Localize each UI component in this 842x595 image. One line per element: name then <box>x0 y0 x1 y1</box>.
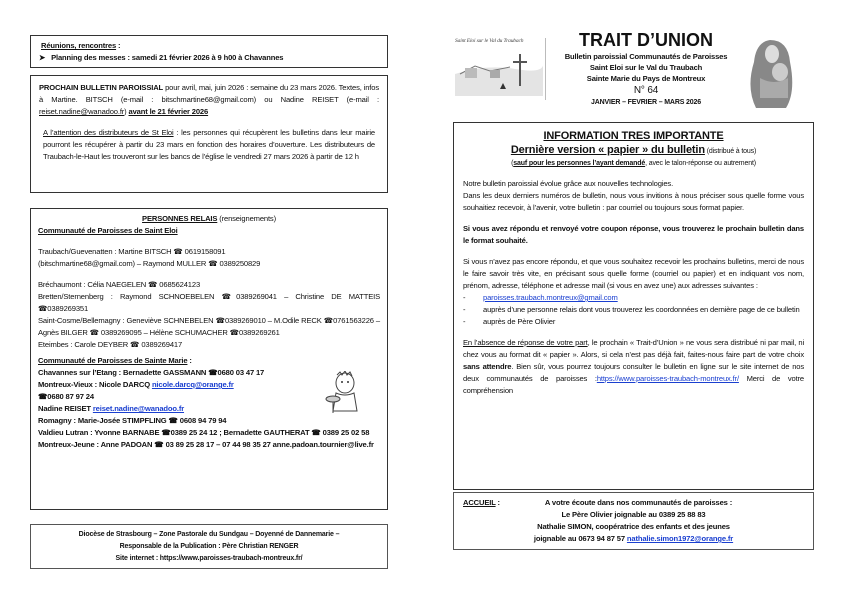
bullet-arrow-icon: ➤ <box>39 53 48 62</box>
relais-valdieu: Valdieu Lutran : Yvonne BARNABE ☎0389 25 24 12 ; Bernadette GAUTHERAT ☎ 0389 25 02 58 <box>38 428 370 437</box>
info-list-item: - auprès d’une personne relais dont vous trouverez les coordonnées en dernière page de ce bulletin <box>463 305 800 314</box>
info-subtitle-note: (distribué à tous) <box>704 148 757 155</box>
distributeurs-note <box>39 127 379 163</box>
parish-logo <box>455 38 546 100</box>
info-list-item: - auprès de Père Olivier <box>463 317 556 326</box>
relais-eloi-line: Traubach/Guevenatten : Martine BITSCH ☎ 0619158091 <box>38 247 226 256</box>
issue-number: N° 64 <box>633 85 659 96</box>
info-exception: sauf pour les personnes l’ayant demandé <box>513 160 646 167</box>
info-list-text: auprès de Père Olivier <box>483 317 556 326</box>
footer-website: Site internet : https://www.paroisses-traubach-montreux.fr/ <box>115 555 303 562</box>
info-absence-paragraph <box>463 337 804 397</box>
information-box <box>453 122 814 490</box>
accueil-line: Nathalie SIMON, coopératrice des enfants et des jeunes <box>537 522 730 531</box>
accueil-line: Le Père Olivier joignable au 0389 25 88 83 <box>561 510 706 519</box>
info-exception-rest: , avec le talon-réponse ou autrement) <box>645 160 756 167</box>
accueil-box <box>453 492 814 550</box>
website-link[interactable]: https://www.paroisses-traubach-montreux.fr/ <box>596 374 739 383</box>
relais-subtitle: (renseignements) <box>217 214 276 223</box>
prochain-bulletin-text <box>39 82 379 118</box>
nathalie-email-link[interactable]: nathalie.simon1972@orange.fr <box>626 534 734 543</box>
accueil-line: A votre écoute dans nos communautés de paroisses : <box>544 498 733 507</box>
info-subtitle: Dernière version « papier » du bulletin <box>510 144 705 156</box>
relais-romagny: Romagny : Marie-Josée STIMPFLING ☎ 0608 94 79 94 <box>38 416 227 425</box>
absence-text: , le prochain « Trait-d’Union » ne vous sera distribué ni par mail, ni chez vous au format dit « papier ». Alors, si cela n’est pas déjà fait, faites-nous faire part de votre choix <box>463 338 804 359</box>
distributeurs-text: : les personnes qui récupèrent les bulletins dans leur mairie pourront les récupérer à partir du 23 mars en fonction des horaires d’ouverture. Les distributeurs de Traubach-le-Haut les trouveront sur les bancs de l’église le vendredi 27 mars 2026 à partir de 12 h <box>43 128 375 161</box>
absence-emphasis: sans attendre <box>463 362 512 371</box>
masthead <box>548 29 744 108</box>
accueil-label: ACCUEIL <box>463 498 496 507</box>
prochain-email-link[interactable]: reiset.nadine@wanadoo.fr <box>39 107 125 116</box>
footer-line: Diocèse de Strasbourg – Zone Pastorale du Sundgau – Doyenné de Dannemarie – <box>78 531 340 538</box>
masthead-subtitle: Saint Eloi sur le Val du Traubach <box>589 63 703 72</box>
masthead-subtitle: Bulletin paroissial Communautés de Paroisses <box>564 52 728 61</box>
relais-eloi-line: Bréchaumont : Célia NAEGELEN ☎ 0685624123 <box>38 280 201 289</box>
relais-eloi-line: Bretten/Sternenberg : Raymond SCHNOEBELEN ☎0389269041 – Christine DE MATTEIS ☎0389269351 <box>38 292 380 313</box>
absence-heading: En l’absence de réponse de votre part <box>463 338 588 347</box>
diocese-footer <box>30 524 388 569</box>
relais-nadine: Nadine REISET <box>38 404 93 413</box>
absence-closing: Merci de votre compréhension <box>463 374 804 395</box>
personnes-relais-box <box>30 208 388 510</box>
absence-text2: . Bien sûr, vous pourrez toujours consulter le bulletin en ligne sur le site internet de nos deux communautés de paroisses : <box>463 362 804 383</box>
madonna-image <box>748 38 798 110</box>
accueil-colon: : <box>495 498 500 507</box>
logo-caption: Saint Eloi sur le Val du Traubach <box>455 38 524 44</box>
relais-eloi-line: (bitschmartine68@gmail.com) – Raymond MULLER ☎ 0389250829 <box>38 259 261 268</box>
paren-open: ( <box>511 160 514 167</box>
relais-title: PERSONNES RELAIS <box>142 214 218 223</box>
parish-email-link[interactable]: paroisses.traubach.montreux@gmail.com <box>483 293 618 302</box>
prochain-text2: ) <box>124 107 129 116</box>
marie-colon: : <box>187 356 192 365</box>
reunions-box: Réunions, rencontres : ➤ Planning des messes : samedi 21 février 2026 à 9 h00 à Chavannes <box>30 35 388 68</box>
info-paragraph: Notre bulletin paroissial évolue grâce aux nouvelles technologies. <box>463 179 674 188</box>
nadine-email-link[interactable]: reiset.nadine@wanadoo.fr <box>92 404 185 413</box>
prochain-heading: PROCHAIN BULLETIN PAROISSIAL <box>39 83 164 92</box>
reunions-title: Réunions, rencontres <box>41 41 117 50</box>
info-list-item: - paroisses.traubach.montreux@gmail.com <box>463 293 618 302</box>
relais-eloi-line: Eteimbes : Carole DEYBER ☎ 0389269417 <box>38 340 183 349</box>
mascot-illustration <box>323 371 365 417</box>
reunions-item: Planning des messes : samedi 21 février 2026 à 9 h00 à Chavannes <box>51 53 284 62</box>
relais-montreux-jeune: Montreux-Jeune : Anne PADOAN ☎ 03 89 25 28 17 – 07 44 98 35 27 anne.padoan.tournier@live.fr <box>38 440 374 449</box>
info-paragraph: Dans les deux derniers numéros de bulletin, nous vous invitions à nous préciser sous quelle forme vous souhaitiez recevoir, à l’avenir, votre bulletin : par courriel ou toujours sous format papier. <box>463 191 804 212</box>
info-paragraph-bold: Si vous avez répondu et renvoyé votre coupon réponse, vous trouverez le prochain bulletin dans le format souhaité. <box>463 224 804 245</box>
distributeurs-title: A l’attention des distributeurs de St Eloi <box>43 128 174 137</box>
newsletter-title: TRAIT D’UNION <box>579 30 713 50</box>
info-paragraph: Si vous n’avez pas encore répondu, et que vous souhaitez recevoir les prochains bulletins, merci de nous le faire savoir très vite, en précisant sous quelle forme (courriel ou papier) et en indiquant vos nom, prénom, adresse, téléphone et adresse mail (si vous en avez une) aux adresses suivantes : <box>463 257 804 290</box>
accueil-line: joignable au 0673 94 87 57 <box>533 534 627 543</box>
marie-heading: Communauté de Paroisses de Sainte Marie <box>38 356 188 365</box>
info-list-text: auprès d’une personne relais dont vous trouverez les coordonnées en dernière page de ce bulletin <box>483 305 800 314</box>
eloi-heading: Communauté de Paroisses de Saint Eloi <box>38 226 178 235</box>
village-sketch-image <box>455 44 543 96</box>
darcq-phone: ☎0680 87 97 24 <box>38 392 94 401</box>
relais-montreux-vieux: Montreux-Vieux : Nicole DARCQ <box>38 380 152 389</box>
prochain-deadline: avant le 21 février 2026 <box>128 107 209 116</box>
info-title: INFORMATION TRES IMPORTANTE <box>543 130 724 142</box>
issue-period: JANVIER – FEVRIER – MARS 2026 <box>590 99 702 106</box>
prochain-text: pour avril, mai, juin 2026 : semaine du 23 mars 2026. Textes, infos à Martine. BITSCH (e-mail : bitschmartine68@gmail.com) ou Nadine REISET (e-mail : <box>39 83 379 104</box>
masthead-subtitle: Sainte Marie du Pays de Montreux <box>586 74 706 83</box>
prochain-bulletin-box <box>30 75 388 193</box>
relais-eloi-line: Saint-Cosme/Bellemagny : Geneviève SCHNEBELEN ☎0389269010 – M.Odile RECK ☎0761563226 – Agnès BILGER ☎ 0389269095 – Hélène SCHUMACHER ☎0389269261 <box>38 316 380 337</box>
footer-line: Responsable de la Publication : Père Christian RENGER <box>119 543 299 550</box>
relais-chavannes: Chavannes sur l’Etang : Bernadette GASSMANN ☎0680 03 47 17 <box>38 368 265 377</box>
darcq-email-link[interactable]: nicole.darcq@orange.fr <box>151 380 234 389</box>
